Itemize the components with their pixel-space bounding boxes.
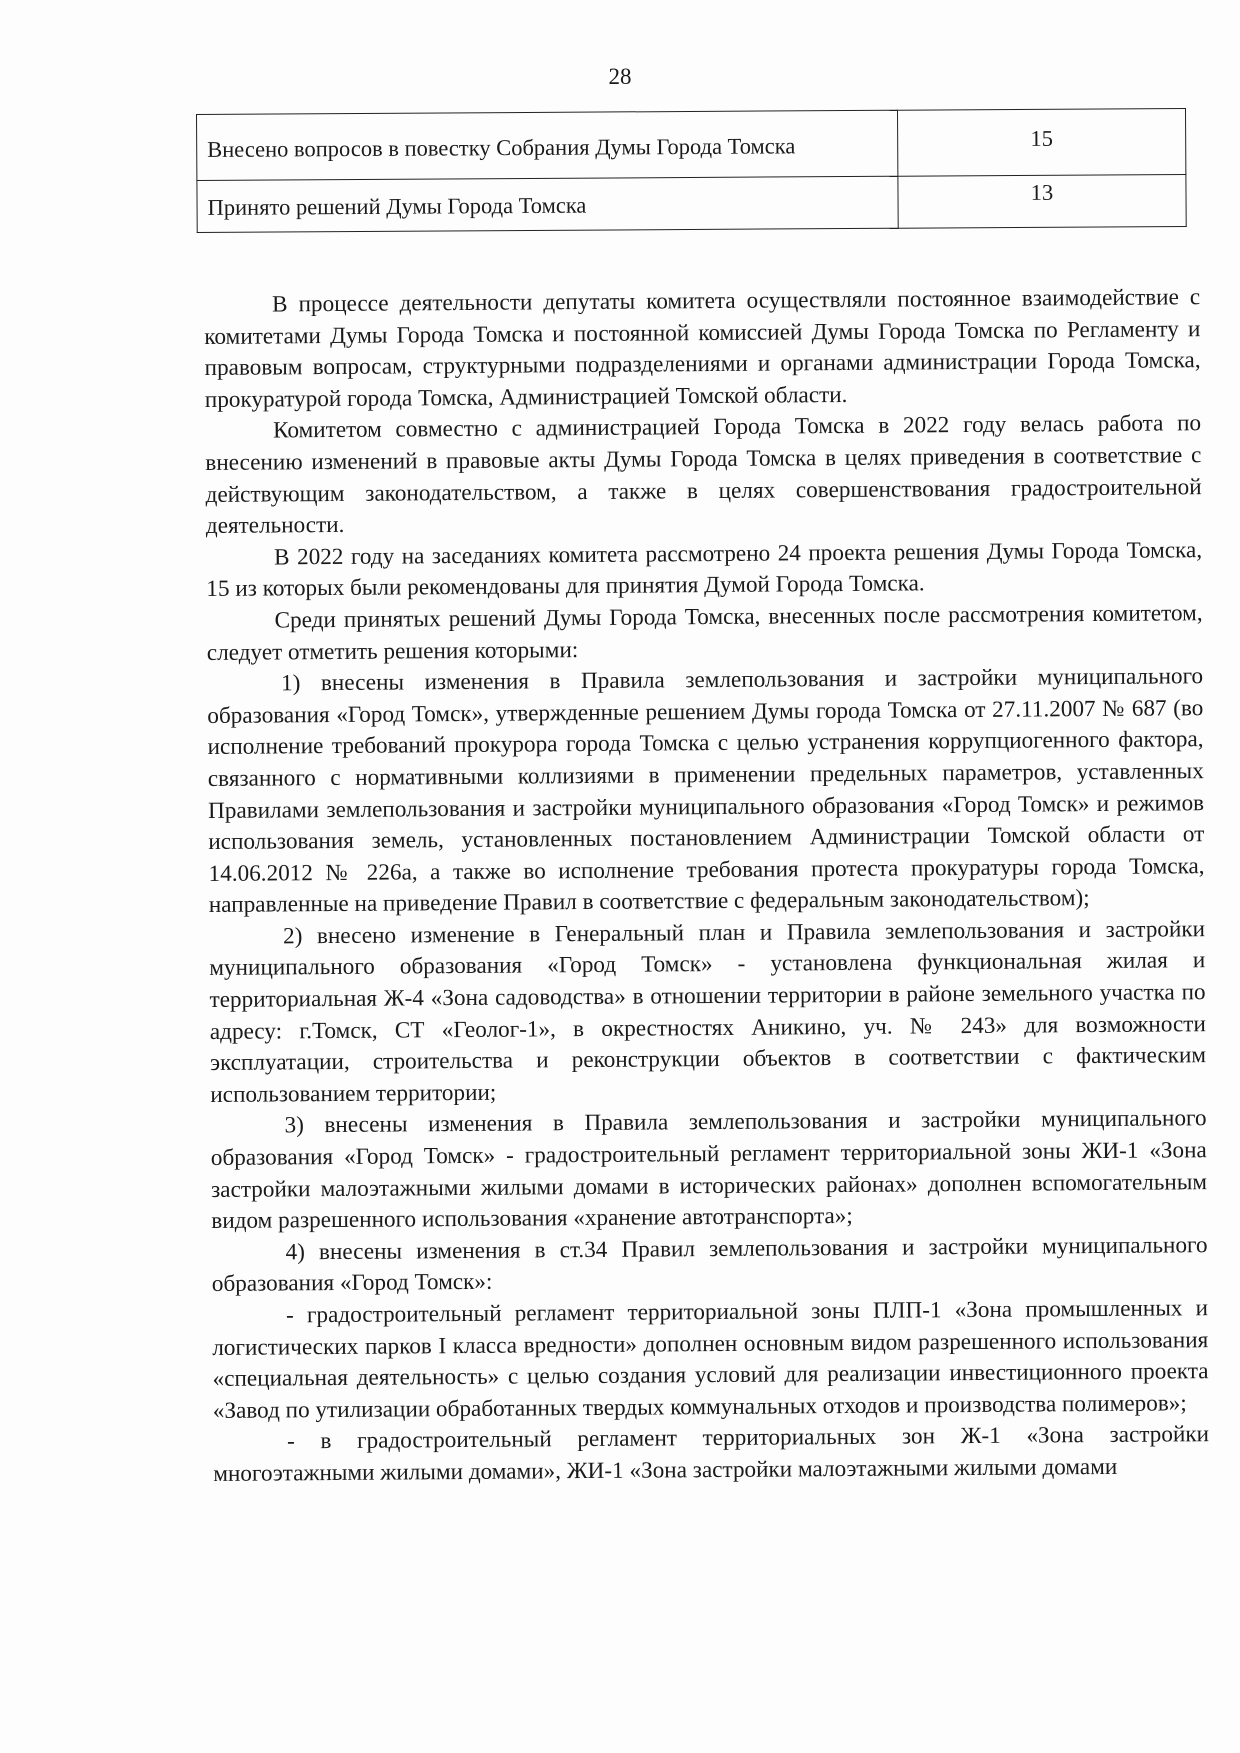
table-cell-value: 13: [898, 174, 1186, 228]
body-text: [204, 282, 1209, 1490]
dash-item: - градостроительный регламент территориальной зоны ПЛП-1 «Зона промышленных и логистических парков I класса вредности» дополнен основным видом разрешенного использования «специальная деятельность» с целью создания условий для реализации инвестиционного проекта «Завод по утилизации обработанных твердых коммунальных отходов и производства полимеров»;: [212, 1295, 1209, 1424]
paragraph: Среди принятых решений Думы Города Томска, внесенных после рассмотрения комитетом, следует отметить решения которыми:: [206, 600, 1203, 666]
table-row: [197, 174, 1186, 232]
table-cell-value: 15: [897, 108, 1185, 176]
table-row: [197, 108, 1186, 180]
paragraph: В 2022 году на заседаниях комитета рассмотрено 24 проекта решения Думы Города Томска, 15 из которых были рекомендованы для принятия Думой Города Томска.: [206, 536, 1203, 603]
table-cell-label: Принято решений Думы Города Томска: [197, 176, 898, 232]
dash-item: - в градостроительный регламент территориальных зон Ж-1 «Зона застройки многоэтажными жилыми домами», ЖИ-1 «Зона застройки малоэтажными жилыми домами: [213, 1421, 1210, 1487]
paragraph: Комитетом совместно с администрацией Города Томска в 2022 году велась работа по внесению изменений в правовые акты Думы Города Томска в целях приведения в соответствие с действующим законодательством, а также в целях совершенствования градостроительной деятельности.: [205, 410, 1202, 540]
page-number: 28: [608, 64, 632, 89]
list-item: 3) внесены изменения в Правила землепользования и застройки муниципального образования «Город Томск» - градостроительный регламент территориальной зоны ЖИ-1 «Зона застройки малоэтажными жилыми домами в исторических районах» дополнен вспомогательным видом разрешенного использования «хранение автотранспорта»;: [210, 1105, 1208, 1235]
stats-table: [196, 108, 1187, 233]
list-item: 4) внесены изменения в ст.34 Правил землепользования и застройки муниципального образования «Город Томск»:: [211, 1231, 1208, 1298]
table-cell-label: Внесено вопросов в повестку Собрания Думы Города Томска: [197, 110, 898, 180]
paragraph: В процессе деятельности депутаты комитета осуществляли постоянное взаимодействие с комитетами Думы Города Томска и постоянной комиссией Думы Города Томска по Регламенту и правовым вопросам, структурными подразделениями и органами администрации Города Томска, прокуратурой города Томска, Администрацией Томской области.: [204, 284, 1201, 413]
list-item: 1) внесены изменения в Правила землепользования и застройки муниципального образования «Город Томск», утвержденные решением Думы города Томска от 27.11.2007 № 687 (во исполнение требований прокурора города Томска с целью устранения коррупциогенного фактора, связанного с нормативными коллизиями в применении предельных параметров, уставленных Правилами землепользования и застройки муниципального образования «Город Томск» и режимов использования земель, установленных постановлением Администрации Томской области от 14.06.2012 № 226а, а также во исполнение требования протеста прокуратуры города Томска, направленные на приведение Правил в соответствие с федеральным законодательством);: [207, 663, 1205, 919]
list-item: 2) внесено изменение в Генеральный план и Правила землепользования и застройки муниципального образования «Город Томск» - установлена функциональная жилая и территориальная Ж-4 «Зона садоводства» в отношении территории в районе земельного участка по адресу: г.Томск, СТ «Геолог-1», в окрестностях Аникино, уч. № 243» для возможности эксплуатации, строительства и реконструкции объектов в соответствии с фактическим использованием территории;: [209, 916, 1207, 1108]
